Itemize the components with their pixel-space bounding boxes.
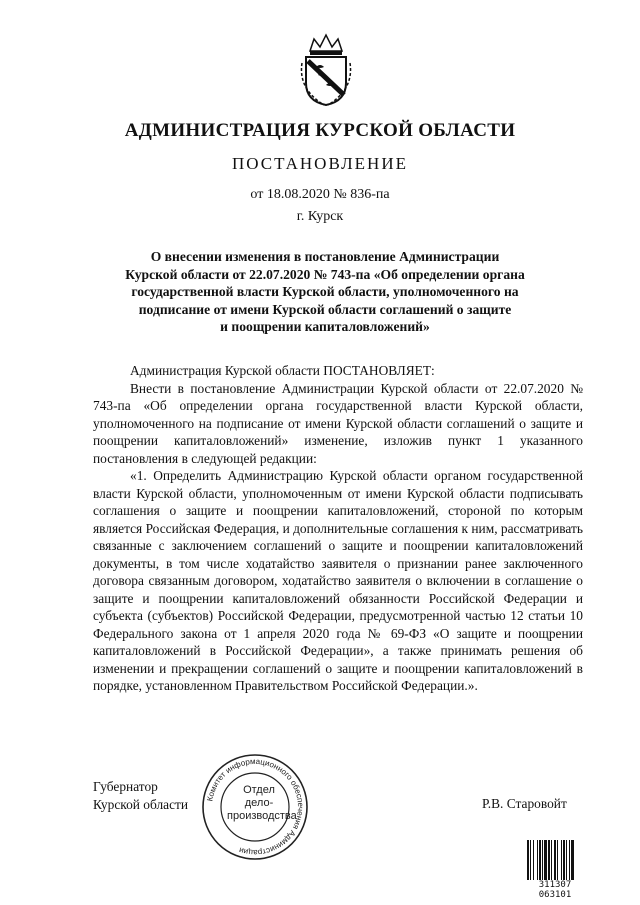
title-line: и поощрении капиталовложений» [220, 319, 430, 335]
barcode-bar [566, 840, 567, 880]
body-paragraph: «1. Определить Администрацию Курской области органом государственной власти Курской области, уполномоченным от имени Курской области подписывать соглашения о защите и поощрении капиталовложений, стороной по которым является Российская Федерация, и дополнительные соглашения к ним, рассматривать связанные с заключением соглашений о защите и поощрении капиталовложений документы, в том числе ходатайство заявителя о признании ранее заключенного договора связанным договором, ходатайство заявителя о включении в соглашение о защите и поощрении капиталовложений обязанности Российской Федерации и субъекта (субъектов) Российской Федерации, предусмотренной частью 12 статьи 10 Федерального закона от 1 апреля 2020 года № 69-ФЗ «О защите и поощрении капиталовложений в Российской Федерации», а также принимать решения об изменении и прекращении соглашений о защите и поощрении капиталовложений в порядке, установленном Правительством Российской Федерации.». [93, 468, 583, 693]
barcode-bar [569, 840, 570, 880]
title-line: подписание от имени Курской области соглашений о защите [138, 301, 512, 317]
barcode-bar [530, 840, 531, 880]
body-paragraph: Внести в постановление Администрации Курской области от 22.07.2020 № 743-па «Об определении органа государственной власти Курской области, уполномоченного на подписание от имени Курской области соглашений о защите и поощрении капиталовложений» изменение, изложив пункт 1 указанного постановления в следующей редакции: [93, 380, 583, 466]
title-line: государственной власти Курской области, уполномоченного на [131, 284, 519, 300]
barcode-bar [527, 840, 529, 880]
coat-of-arms-icon [296, 33, 356, 107]
position-line: Губернатор [93, 779, 158, 794]
barcode-bar [563, 840, 565, 880]
document-type: ПОСТАНОВЛЕНИЕ [231, 154, 408, 173]
barcode-bar [548, 840, 550, 880]
barcode-bar [539, 840, 541, 880]
barcode-bar [551, 840, 552, 880]
title-line: Курской области от 22.07.2020 № 743-па «Об определении органа [125, 266, 525, 282]
stamp-line: производства [227, 810, 297, 822]
title-line: О внесении изменения в постановление Администрации [150, 249, 500, 264]
barcode-bar [542, 840, 543, 880]
barcode-bar [544, 840, 547, 880]
stamp-center-text [227, 784, 297, 823]
barcode-bar [561, 840, 562, 880]
stamp-line: дело- [244, 797, 274, 809]
barcode-bar [554, 840, 556, 880]
document-date-number: от 18.08.2020 № 836-па [250, 187, 390, 202]
document-title [100, 248, 550, 336]
stamp-ring-text: Комитет информационного обеспечения Администрации [205, 756, 306, 858]
stamp-line: Отдел [243, 784, 275, 796]
signatory-position [93, 778, 188, 814]
barcode [527, 840, 583, 884]
document-body [93, 362, 583, 695]
document-city: г. Курск [296, 209, 344, 224]
barcode-number: 311307 063101 [522, 880, 588, 900]
barcode-bar [533, 840, 534, 880]
barcode-bar [537, 840, 538, 880]
signatory-name: Р.В. Старовойт [482, 796, 567, 811]
barcode-bar [557, 840, 558, 880]
position-line: Курской области [93, 797, 189, 812]
organization-name: АДМИНИСТРАЦИЯ КУРСКОЙ ОБЛАСТИ [124, 120, 516, 141]
barcode-bar [571, 840, 574, 880]
body-paragraph: Администрация Курской области ПОСТАНОВЛЯЕТ: [130, 363, 435, 378]
